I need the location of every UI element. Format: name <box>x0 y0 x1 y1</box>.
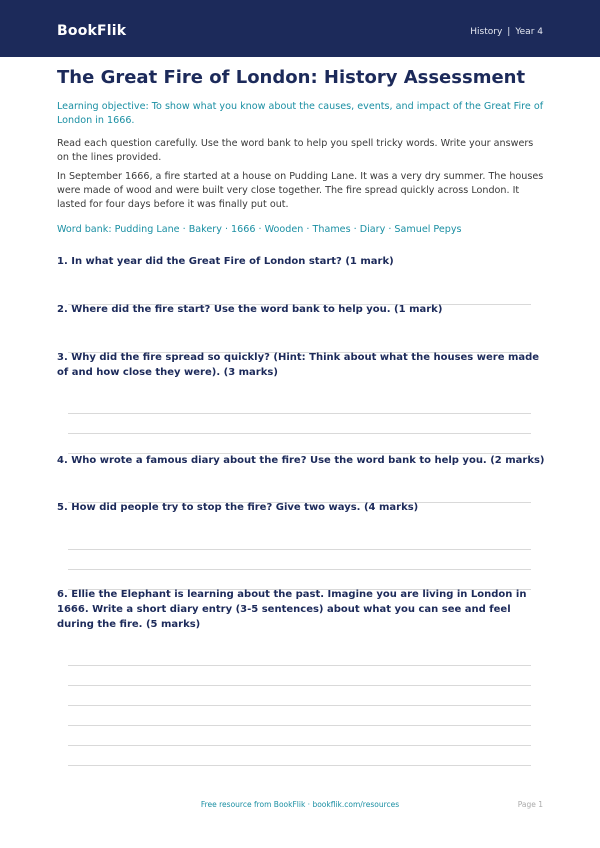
answer-line[interactable] <box>68 665 531 666</box>
question-1: 1. In what year did the Great Fire of London start? (1 mark) <box>57 256 394 267</box>
instructions: Read each question carefully. Use the word bank to help you spell tricky words. Write your answers on the lines provided. <box>57 138 534 163</box>
answer-line[interactable] <box>68 745 531 746</box>
subject-year-label <box>470 27 543 37</box>
subject-label: History <box>470 27 503 37</box>
year-label: Year 4 <box>515 27 543 37</box>
learning-objective: Learning objective: To show what you know about the causes, events, and impact of the Great Fire of London in 1666. <box>57 101 544 126</box>
question-4: 4. Who wrote a famous diary about the fire? Use the word bank to help you. (2 marks) <box>57 455 545 466</box>
page-header <box>0 0 600 57</box>
answer-line[interactable] <box>68 413 531 414</box>
answer-line[interactable] <box>68 685 531 686</box>
page-footer <box>0 800 600 816</box>
context-paragraph: In September 1666, a fire started at a house on Pudding Lane. It was a very dry summer. The houses were made of wood and were built very close together. The fire spread quickly across London. It lasted for four days before it was finally put out. <box>57 171 544 210</box>
answer-line[interactable] <box>68 549 531 550</box>
word-bank: Word bank: Pudding Lane · Bakery · 1666 · Wooden · Thames · Diary · Samuel Pepys <box>57 224 462 235</box>
answer-line[interactable] <box>68 569 531 570</box>
question-5: 5. How did people try to stop the fire? Give two ways. (4 marks) <box>57 502 419 513</box>
footer-credit-link[interactable]: Free resource from BookFlik · bookflik.com/resources <box>200 800 400 809</box>
question-6: 6. Ellie the Elephant is learning about the past. Imagine you are living in London in 1666. Write a short diary entry (3-5 sentences) about what you can see and feel during the fire. (5 marks) <box>57 589 527 630</box>
question-3: 3. Why did the fire spread so quickly? (Hint: Think about what the houses were made of and how close they were). (3 marks) <box>57 352 540 378</box>
page-number: Page 1 <box>517 800 543 809</box>
answer-line[interactable] <box>68 725 531 726</box>
page-title: The Great Fire of London: History Assessment <box>57 67 526 88</box>
brand-logo[interactable]: BookFlik <box>57 23 127 39</box>
answer-line[interactable] <box>68 705 531 706</box>
answer-line[interactable] <box>68 765 531 766</box>
answer-line[interactable] <box>68 433 531 434</box>
separator: | <box>507 27 511 37</box>
question-2: 2. Where did the fire start? Use the word bank to help you. (1 mark) <box>57 304 443 315</box>
